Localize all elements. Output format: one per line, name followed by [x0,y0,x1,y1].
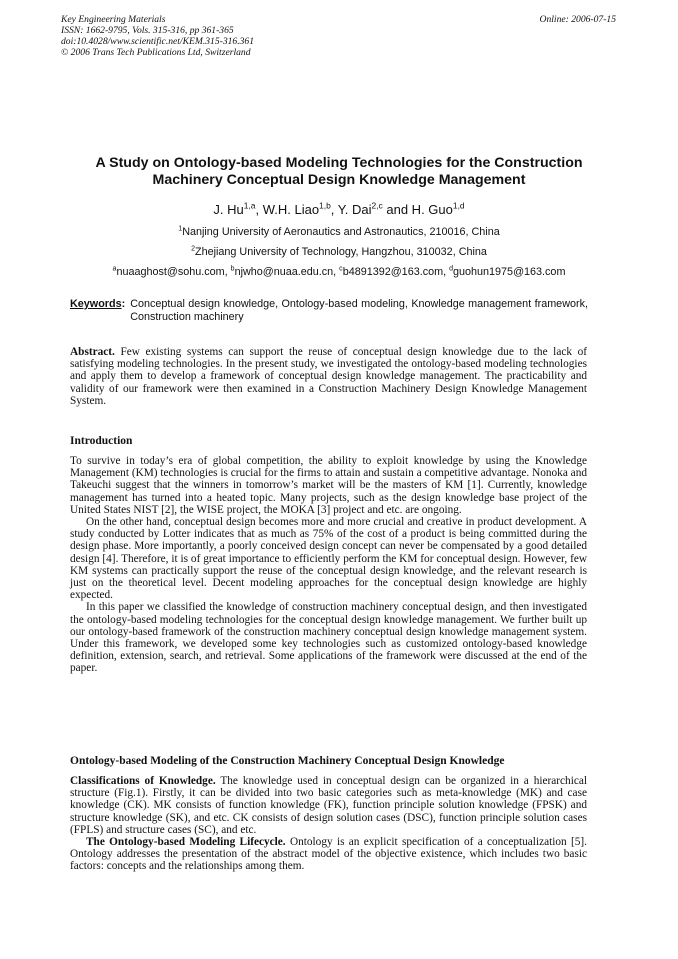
abstract-text: Few existing systems can support the reuse of conceptual design knowledge due to the lack of satisfying modeling technologies. In the present study, we investigated the ontology-based modeling technologies and apply them to develop a framework of conceptual design knowledge management. The practicability and validity of our framework were then examined in a Construction Machinery Design Knowledge Management System. [70,346,587,407]
email-mark: a [112,265,117,273]
paper-title [40,155,638,189]
section-heading-introduction: Introduction [70,435,133,447]
paragraph: To survive in today’s era of global competition, the ability to exploit knowledge by using the Knowledge Management (KM) technologies is crucial for the firms to attain and sustain a competitive advantage. Nonoka and Takeuchi suggest that the winners in tomorrow’s market will be the masters of KM [1]. Currently, knowledge management has turned into a heated topic. Many projects, such as the design knowledge base project of the United States NIST [2], the WISE project, the MOKA [3] project and etc. are ongoing. [70,455,587,516]
paragraph [70,775,587,836]
affiliation-mark: 1 [178,225,183,233]
paper-title-line2: Machinery Conceptual Design Knowledge Management [152,172,526,188]
author-affiliation-mark: 2,c [371,200,383,211]
keywords-label: Keywords [70,298,122,310]
journal-copyright: © 2006 Trans Tech Publications Ltd, Switzerland [61,47,251,58]
abstract [70,346,587,407]
email-mark: c [339,265,343,273]
abstract-label: Abstract. [70,346,115,358]
run-in-heading: Classifications of Knowledge. [70,775,216,787]
online-date: Online: 2006-07-15 [539,14,616,25]
keywords-colon: : [121,298,126,310]
affiliation-2 [40,246,638,259]
email-mark: b [230,265,235,273]
email-address: b4891392@163.com, [342,266,450,278]
paragraph: On the other hand, conceptual design becomes more and more crucial and creative in product development. A study conducted by Lotter indicates that as much as 75% of the cost of a product is being committed during the design phase. More importantly, a poorly conceived design concept can never be compensated by a good detailed design [4]. Therefore, it is of great importance to efficiently perform the KM for conceptual design. However, few KM systems can practically support the reuse of the conceptual design knowledge, and the relevant research is just on the theoretical level. Decent modeling approaches for the conceptual design knowledge are highly expected. [70,516,587,602]
keywords-block [70,298,588,324]
journal-header [61,14,254,58]
keywords-text: Conceptual design knowledge, Ontology-based modeling, Knowledge management framework, Construction machinery [130,298,588,323]
author-emails [40,266,638,279]
paper-title-line1: A Study on Ontology-based Modeling Technologies for the Construction [95,155,583,171]
email-mark: d [449,265,454,273]
introduction-body [70,455,587,675]
affiliation-1 [40,226,638,239]
paragraph-text: The knowledge used in conceptual design can be organized in a hierarchical structure (Fig.1). Firstly, it can be divided into two basic categories such as meta-knowledge (MK) and case knowledge (CK). MK consists of function knowledge (FK), function principle solution knowledge (FPSK) and structure knowledge (SK), and etc. CK consists of design solution cases (DSC), function principle solution cases (FPLS) and structure cases (SC), and etc. [70,775,588,836]
journal-name: Key Engineering Materials [61,14,166,25]
author-affiliation-mark: 1,d [452,200,465,211]
paragraph: In this paper we classified the knowledge of construction machinery conceptual design, and then investigated the ontology-based modeling technologies for the conceptual design knowledge management. We further built up our ontology-based framework of the construction machinery conceptual design knowledge management system. Under this framework, we developed some key technologies such as customized ontology-based knowledge definition, extension, search, and retrieval. Some applications of the framework were discussed at the end of the paper. [70,601,587,675]
email-address: njwho@nuaa.edu.cn, [234,266,340,278]
author-name: and H. Guo [382,202,453,217]
author-list [40,202,638,218]
author-name: , W.H. Liao [255,202,320,217]
email-address: nuaaghost@sohu.com, [116,266,231,278]
run-in-heading: The Ontology-based Modeling Lifecycle. [86,836,286,849]
section2-body [70,775,587,873]
section-heading-ontology-modeling: Ontology-based Modeling of the Construction Machinery Conceptual Design Knowledge [70,755,505,767]
affiliation-text: Nanjing University of Aeronautics and Astronautics, 210016, China [182,226,500,238]
email-address: guohun1975@163.com [453,266,566,278]
paragraph-text: Ontology is an explicit specification of a conceptualization [5]. Ontology addresses the presentation of the abstract model of the objective existence, which includes two basic factors: concepts and the relationships among them. [70,836,587,873]
affiliation-mark: 2 [191,245,195,253]
author-affiliation-mark: 1,a [243,200,256,211]
journal-issn: ISSN: 1662-9795, Vols. 315-316, pp 361-365 [61,25,234,36]
paragraph [70,836,587,873]
author-name: , Y. Dai [330,202,372,217]
author-affiliation-mark: 1,b [319,200,331,211]
affiliation-text: Zhejiang University of Technology, Hangzhou, 310032, China [195,246,487,258]
journal-doi: doi:10.4028/www.scientific.net/KEM.315-316.361 [61,36,255,47]
author-name: J. Hu [213,202,244,217]
